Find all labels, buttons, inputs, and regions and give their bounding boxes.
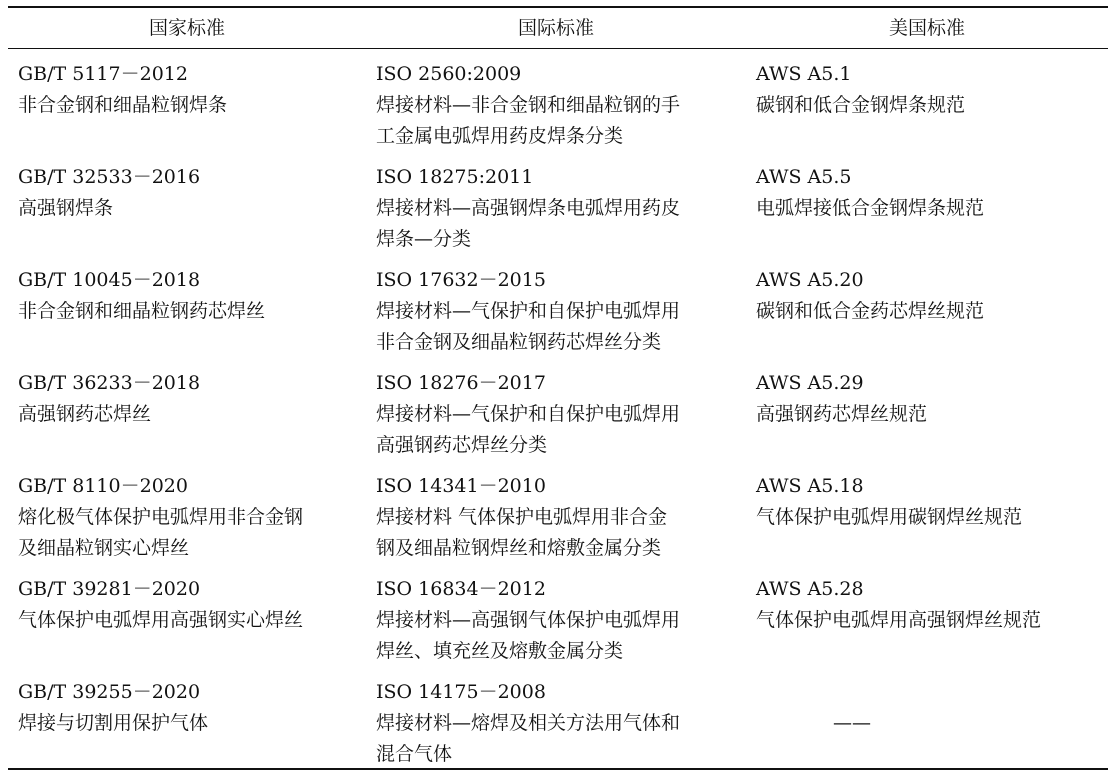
standard-code: ISO 18275:2011 bbox=[376, 166, 534, 188]
american-standard-cell bbox=[746, 162, 1108, 255]
international-standard-cell bbox=[366, 162, 746, 255]
standard-code: GB/T 39281－2020 bbox=[18, 578, 201, 600]
standard-code: GB/T 36233－2018 bbox=[18, 372, 201, 394]
header-national-standard: 国家标准 bbox=[148, 17, 225, 39]
standard-code: GB/T 5117－2012 bbox=[18, 63, 188, 85]
standard-title: 碳钢和低合金钢焊条规范 bbox=[756, 94, 966, 116]
standard-code: ISO 14341－2010 bbox=[376, 475, 546, 497]
table-row bbox=[8, 255, 1108, 358]
american-standard-cell bbox=[746, 59, 1108, 152]
standard-title: 气体保护电弧焊用高强钢焊丝规范 bbox=[756, 609, 1042, 631]
national-standard-cell bbox=[8, 471, 366, 564]
table-row bbox=[8, 461, 1108, 564]
standard-title: 气体保护电弧焊用高强钢实心焊丝 bbox=[18, 609, 304, 631]
standard-title: 焊接材料—非合金钢和细晶粒钢的手 工金属电弧焊用药皮焊条分类 bbox=[376, 94, 681, 147]
standard-title: 焊接材料 气体保护电弧焊用非合金 钢及细晶粒钢焊丝和熔敷金属分类 bbox=[376, 506, 668, 559]
standard-code: AWS A5.29 bbox=[756, 372, 864, 394]
standard-title: 气体保护电弧焊用碳钢焊丝规范 bbox=[756, 506, 1023, 528]
standard-title: 电弧焊接低合金钢焊条规范 bbox=[756, 197, 985, 219]
standard-title: 焊接材料—高强钢气体保护电弧焊用 焊丝、填充丝及熔敷金属分类 bbox=[376, 609, 681, 662]
standard-code: ISO 17632－2015 bbox=[376, 269, 546, 291]
international-standard-cell bbox=[366, 574, 746, 667]
standard-code: ISO 2560:2009 bbox=[376, 63, 522, 85]
standard-title: 焊接材料—气保护和自保护电弧焊用 非合金钢及细晶粒钢药芯焊丝分类 bbox=[376, 300, 681, 353]
american-standard-cell bbox=[746, 677, 1108, 768]
american-standard-cell bbox=[746, 574, 1108, 667]
standard-title: 高强钢药芯焊丝 bbox=[18, 403, 152, 425]
standard-title: 焊接材料—高强钢焊条电弧焊用药皮 焊条—分类 bbox=[376, 197, 681, 250]
american-standard-cell bbox=[746, 265, 1108, 358]
standard-code: GB/T 39255－2020 bbox=[18, 681, 201, 703]
table-row bbox=[8, 49, 1108, 152]
national-standard-cell bbox=[8, 368, 366, 461]
standard-title: 焊接材料—熔焊及相关方法用气体和 混合气体 bbox=[376, 712, 681, 765]
standard-code: AWS A5.5 bbox=[756, 166, 852, 188]
table-header bbox=[8, 8, 1108, 49]
standard-title: 非合金钢和细晶粒钢焊条 bbox=[18, 94, 228, 116]
standard-title: 高强钢焊条 bbox=[18, 197, 114, 219]
international-standard-cell bbox=[366, 471, 746, 564]
standard-code: AWS A5.28 bbox=[756, 578, 864, 600]
standard-title: 熔化极气体保护电弧焊用非合金钢 及细晶粒钢实心焊丝 bbox=[18, 506, 304, 559]
standard-code: ISO 16834－2012 bbox=[376, 578, 546, 600]
national-standard-cell bbox=[8, 59, 366, 152]
header-international-standard: 国际标准 bbox=[517, 17, 594, 39]
national-standard-cell bbox=[8, 162, 366, 255]
standard-title: 焊接材料—气保护和自保护电弧焊用 高强钢药芯焊丝分类 bbox=[376, 403, 681, 456]
national-standard-cell bbox=[8, 677, 366, 768]
table-row bbox=[8, 152, 1108, 255]
table-row bbox=[8, 358, 1108, 461]
standards-comparison-table bbox=[8, 6, 1108, 770]
international-standard-cell bbox=[366, 265, 746, 358]
standard-code: AWS A5.1 bbox=[756, 63, 852, 85]
standard-title: 碳钢和低合金药芯焊丝规范 bbox=[756, 300, 985, 322]
national-standard-cell bbox=[8, 574, 366, 667]
header-american-standard: 美国标准 bbox=[888, 17, 965, 39]
international-standard-cell bbox=[366, 59, 746, 152]
standard-code: AWS A5.20 bbox=[756, 269, 864, 291]
standard-code: AWS A5.18 bbox=[756, 475, 864, 497]
table-row bbox=[8, 667, 1108, 768]
standard-title: 焊接与切割用保护气体 bbox=[18, 712, 209, 734]
standard-title: 非合金钢和细晶粒钢药芯焊丝 bbox=[18, 300, 266, 322]
standard-title: 高强钢药芯焊丝规范 bbox=[756, 403, 928, 425]
standard-code: GB/T 32533－2016 bbox=[18, 166, 201, 188]
no-equivalent-dash: —— bbox=[833, 712, 871, 734]
table-row bbox=[8, 564, 1108, 667]
american-standard-cell bbox=[746, 368, 1108, 461]
standard-code: GB/T 8110－2020 bbox=[18, 475, 188, 497]
standard-code: ISO 18276－2017 bbox=[376, 372, 546, 394]
standard-code: ISO 14175－2008 bbox=[376, 681, 546, 703]
international-standard-cell bbox=[366, 677, 746, 768]
standard-code: GB/T 10045－2018 bbox=[18, 269, 201, 291]
national-standard-cell bbox=[8, 265, 366, 358]
international-standard-cell bbox=[366, 368, 746, 461]
american-standard-cell bbox=[746, 471, 1108, 564]
